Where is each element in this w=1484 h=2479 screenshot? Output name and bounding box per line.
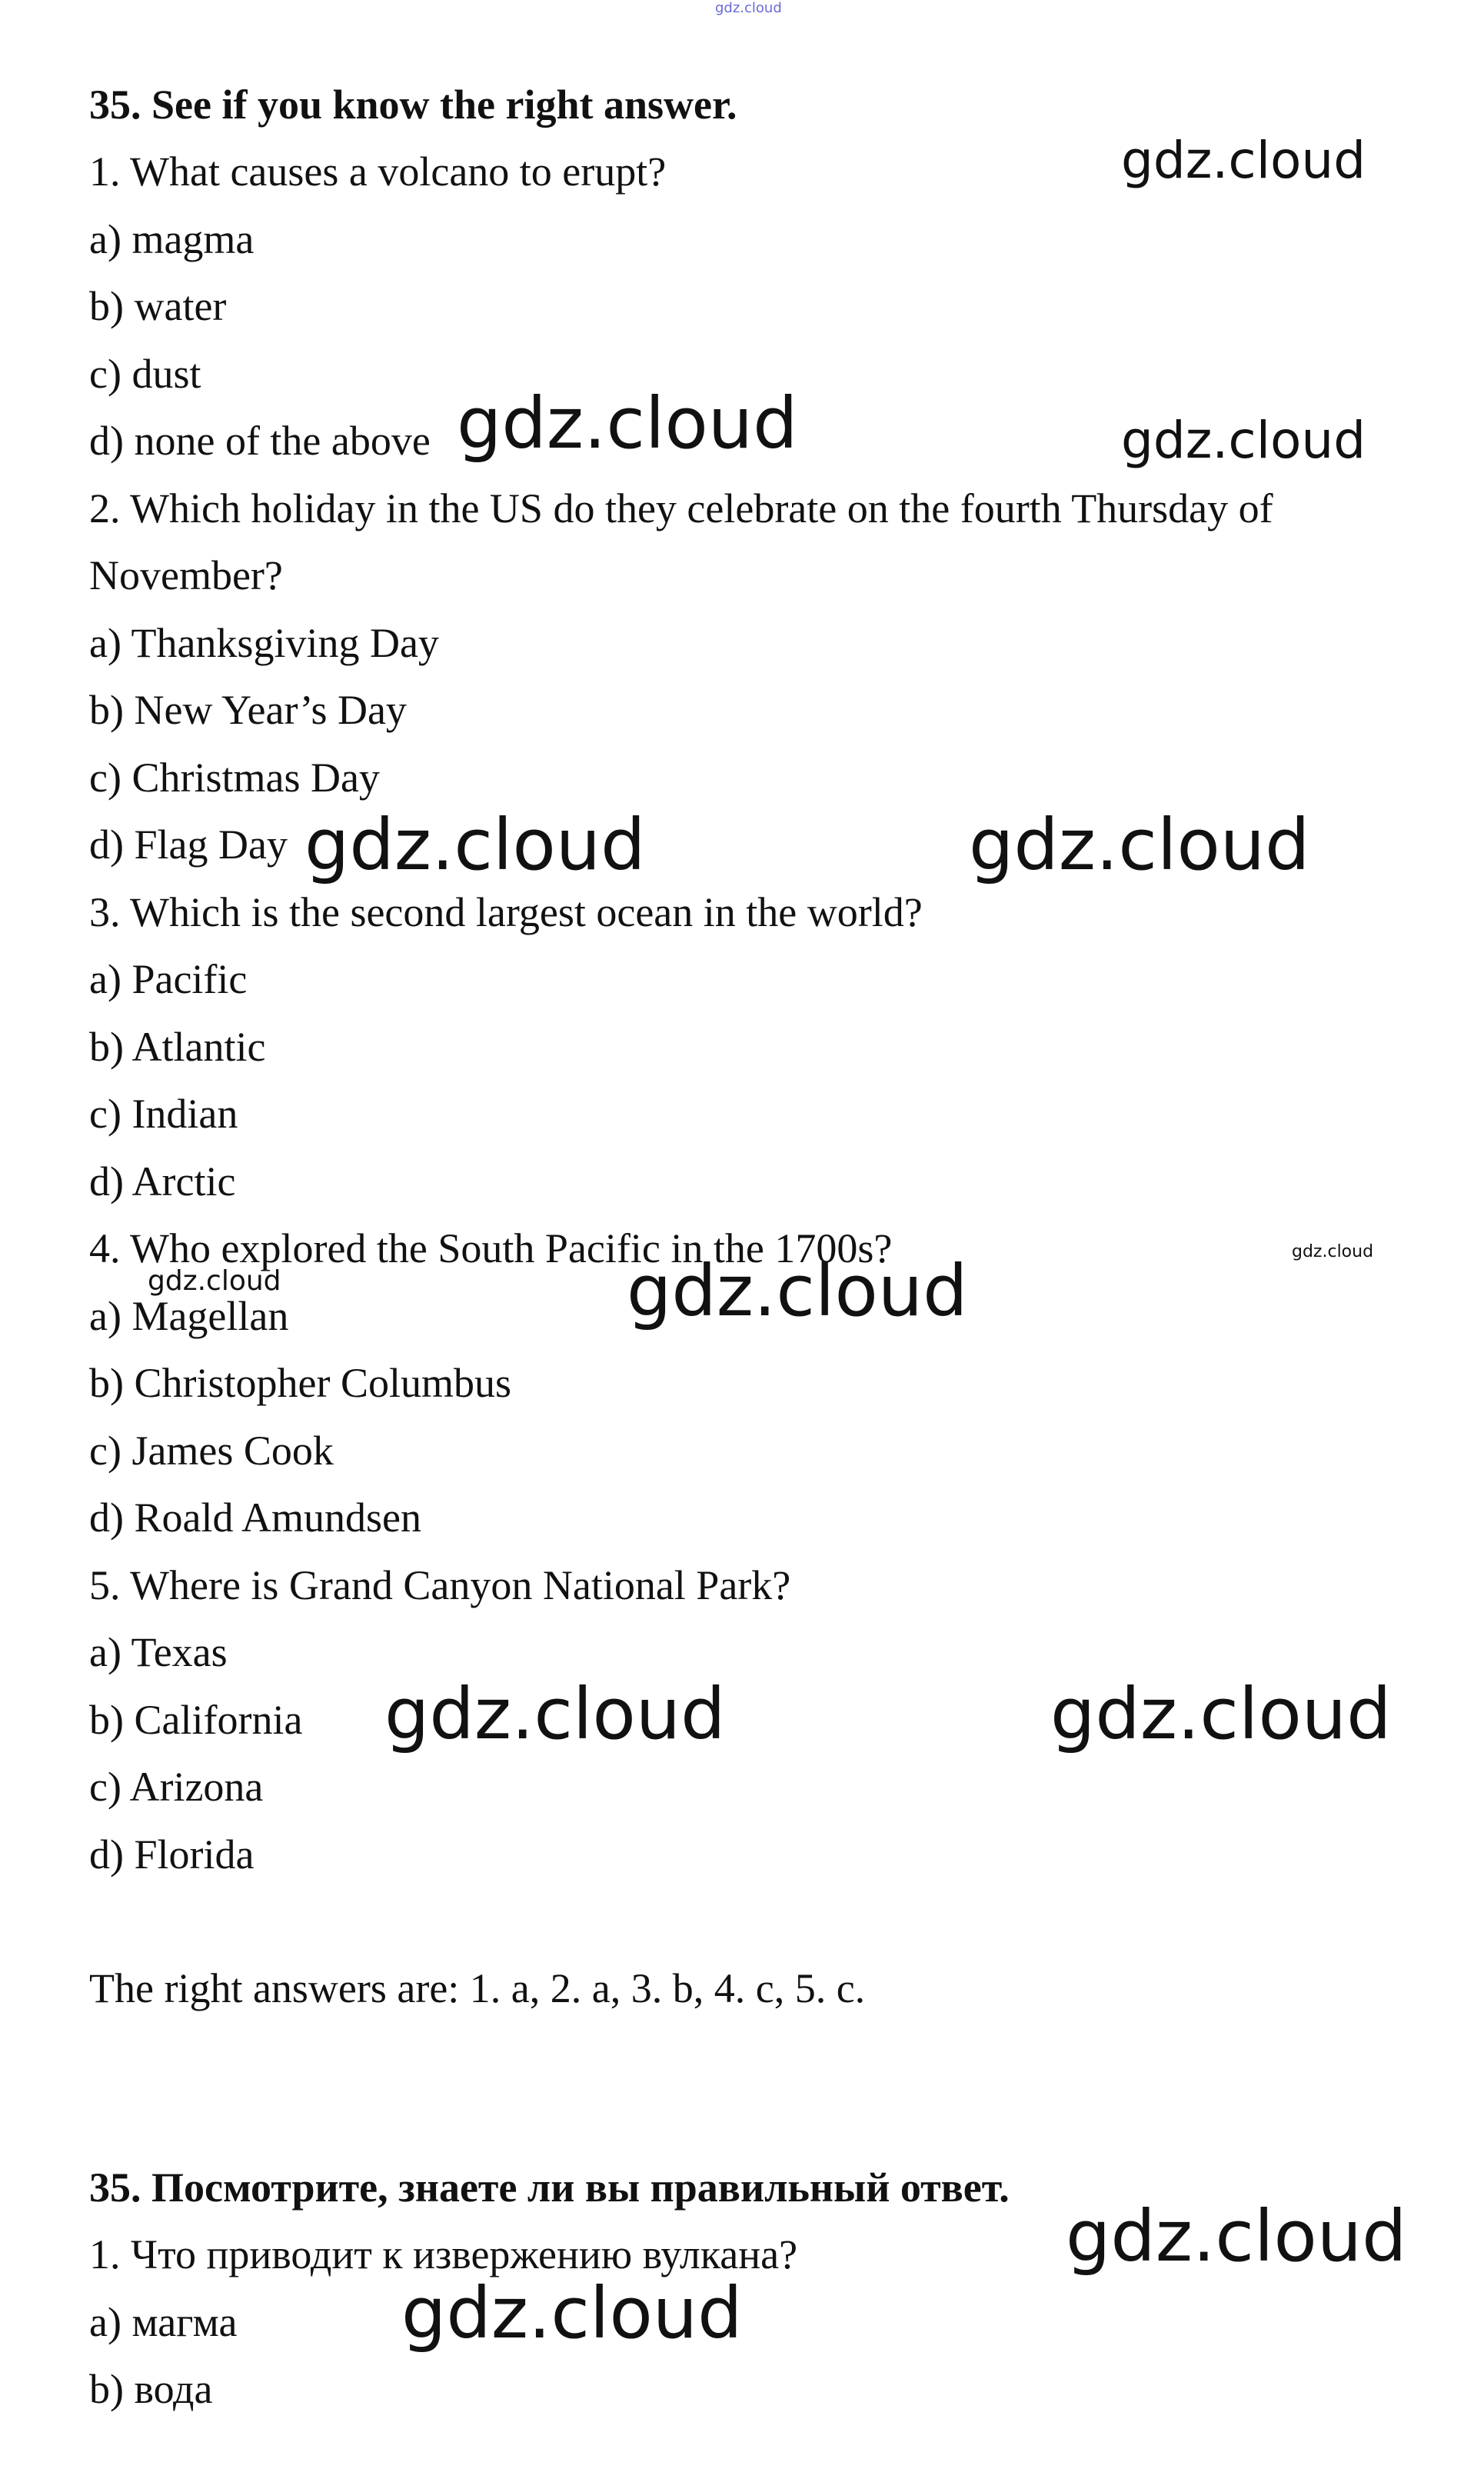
- q3-option-a: a) Pacific: [89, 956, 248, 1002]
- section-heading-en: 35. See if you know the right answer.: [89, 82, 737, 128]
- watermark: gdz.cloud: [1121, 131, 1366, 190]
- q2-option-c: c) Christmas Day: [89, 755, 380, 801]
- q5-option-a: a) Texas: [89, 1629, 228, 1675]
- watermark: gdz.cloud: [1050, 1673, 1392, 1755]
- q4-option-d: d) Roald Amundsen: [89, 1494, 421, 1541]
- q1-option-b: b) water: [89, 283, 227, 329]
- q2-option-a: a) Thanksgiving Day: [89, 620, 439, 666]
- answers-line: The right answers are: 1. a, 2. a, 3. b, 4. c, 5. c.: [89, 1965, 866, 2011]
- q2-option-b: b) New Year’s Day: [89, 687, 407, 733]
- q4-option-a: a) Magellan: [89, 1293, 289, 1339]
- top-watermark: gdz.cloud: [715, 0, 782, 16]
- watermark: gdz.cloud: [384, 1673, 726, 1755]
- q3-option-d: d) Arctic: [89, 1158, 236, 1205]
- watermark: gdz.cloud: [969, 804, 1310, 886]
- watermark: gdz.cloud: [627, 1250, 968, 1332]
- watermark: gdz.cloud: [304, 804, 646, 886]
- q5-option-b: b) California: [89, 1697, 303, 1743]
- watermark: gdz.cloud: [401, 2272, 743, 2354]
- question-1: 1. What causes a volcano to erupt?: [89, 148, 667, 195]
- q3-option-c: c) Indian: [89, 1091, 238, 1137]
- watermark: gdz.cloud: [148, 1265, 281, 1297]
- q5-option-c: c) Arizona: [89, 1764, 264, 1810]
- q4-option-b: b) Christopher Columbus: [89, 1360, 511, 1406]
- q3-option-b: b) Atlantic: [89, 1024, 266, 1070]
- watermark: gdz.cloud: [1292, 1242, 1374, 1261]
- watermark: gdz.cloud: [1066, 2195, 1407, 2277]
- q1-ru-option-b: b) вода: [89, 2366, 213, 2412]
- question-1-ru: 1. Что приводит к извержению вулкана?: [89, 2231, 798, 2277]
- q1-ru-option-a: a) магма: [89, 2299, 238, 2345]
- q1-option-a: a) magma: [89, 216, 255, 262]
- q2-option-d: d) Flag Day: [89, 821, 288, 868]
- q1-option-d: d) none of the above: [89, 418, 431, 464]
- q1-option-c: c) dust: [89, 351, 201, 397]
- question-5: 5. Where is Grand Canyon National Park?: [89, 1562, 791, 1608]
- question-3: 3. Which is the second largest ocean in the world?: [89, 889, 923, 935]
- question-2-line-1: 2. Which holiday in the US do they celebrate on the fourth Thursday of: [89, 485, 1273, 531]
- q4-option-c: c) James Cook: [89, 1428, 334, 1474]
- watermark: gdz.cloud: [457, 382, 798, 465]
- q5-option-d: d) Florida: [89, 1831, 255, 1878]
- question-2-line-2: November?: [89, 552, 283, 598]
- watermark: gdz.cloud: [1121, 411, 1366, 470]
- section-heading-ru: 35. Посмотрите, знаете ли вы правильный ответ.: [89, 2164, 1010, 2211]
- question-4: 4. Who explored the South Pacific in the 1700s?: [89, 1225, 893, 1271]
